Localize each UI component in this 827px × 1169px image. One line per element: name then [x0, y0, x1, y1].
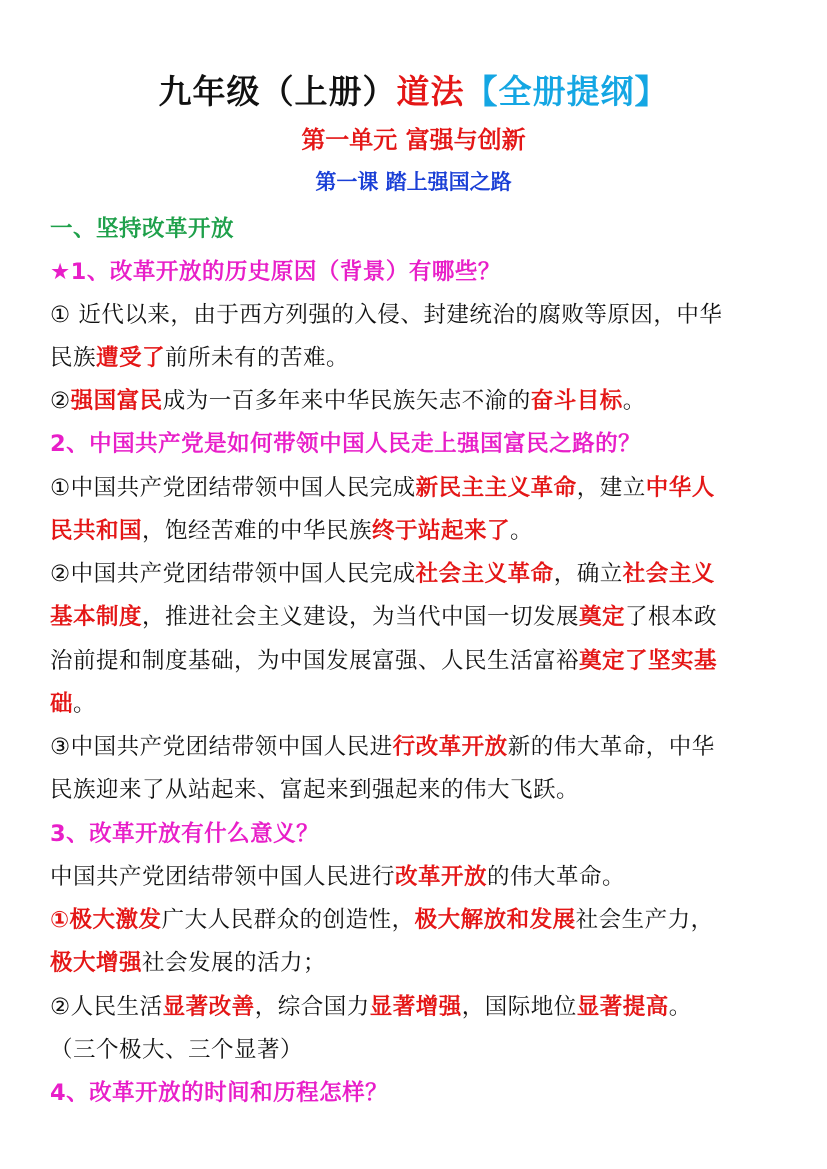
question-2: 2、中国共产党是如何带领中国人民走上强国富民之路的？	[50, 431, 642, 457]
answer-2-line-5	[50, 643, 717, 675]
key-term: 显著增强	[369, 994, 462, 1020]
answer-2-line-2	[50, 513, 533, 545]
question-3: 3、改革开放有什么意义？	[50, 821, 320, 847]
title-scope: 【全册提纲】	[464, 72, 669, 111]
answer-2-line-7	[50, 729, 715, 761]
key-term: 基本制度	[50, 604, 143, 630]
text: 成为一百多年来中华民族矢志不渝的	[162, 388, 531, 414]
answer-3-line-1	[50, 859, 625, 891]
key-term: 极大解放和发展	[414, 907, 576, 933]
answer-3-line-3	[50, 945, 326, 977]
text: 社会发展的活力；	[142, 950, 327, 976]
text: 前所未有的苦难。	[165, 345, 350, 371]
text: ②中国共产党团结带领中国人民完成	[50, 561, 416, 587]
text: 了根本政	[625, 604, 718, 630]
answer-2-line-8: 民族迎来了从站起来、富起来到强起来的伟大飞跃。	[50, 777, 580, 803]
text: ，推进社会主义建设，为当代中国一切发展	[142, 604, 580, 630]
answer-1-line-1: ① 近代以来，由于西方列强的入侵、封建统治的腐败等原因，中华	[50, 302, 723, 328]
key-term: 社会主义	[622, 561, 715, 587]
lesson-heading: 第一课 踏上强国之路	[315, 170, 512, 194]
key-term: 中华人	[645, 475, 715, 501]
key-term: 民共和国	[50, 518, 143, 544]
text: 的伟大革命。	[487, 864, 626, 890]
text: ②	[50, 388, 71, 414]
text: ，综合国力	[254, 994, 370, 1020]
answer-1-line-3	[50, 383, 646, 415]
answer-3-line-2	[50, 902, 714, 934]
question-4: 4、改革开放的时间和历程怎样？	[50, 1080, 389, 1106]
text: ，建立	[576, 475, 646, 501]
title-grade: 九年级（上册）	[158, 72, 397, 111]
section-heading: 一、坚持改革开放	[50, 216, 235, 242]
key-term: 奋斗目标	[530, 388, 623, 414]
text: 。	[73, 691, 97, 717]
key-term: 社会主义革命	[415, 561, 554, 587]
text: 中国共产党团结带领中国人民进行	[50, 864, 396, 890]
key-term: 奠定	[579, 604, 626, 630]
key-term: 显著提高	[576, 994, 669, 1020]
key-term: 础	[50, 691, 74, 717]
answer-1-line-2	[50, 340, 349, 372]
answer-2-line-1	[50, 470, 715, 502]
key-term: 遭受了	[96, 345, 166, 371]
key-term: 终于站起来了	[372, 518, 511, 544]
text: 广大人民群众的创造性，	[161, 907, 415, 933]
key-term: ①极大激发	[50, 907, 162, 933]
key-term: 奠定了坚实基	[579, 648, 718, 674]
key-term: 新民主主义革命	[415, 475, 577, 501]
text: ②人民生活	[50, 994, 163, 1020]
text: ，饱经苦难的中华民族	[142, 518, 373, 544]
text: 治前提和制度基础，为中国发展富强、人民生活富裕	[50, 648, 580, 674]
question-1: ★1、改革开放的历史原因（背景）有哪些？	[50, 259, 501, 285]
text: ①中国共产党团结带领中国人民完成	[50, 475, 416, 501]
text: ，确立	[553, 561, 623, 587]
key-term: 强国富民	[70, 388, 163, 414]
key-term: 显著改善	[162, 994, 255, 1020]
text: 新的伟大革命，中华	[507, 734, 715, 760]
answer-2-line-4	[50, 599, 717, 631]
text: 民族	[50, 345, 97, 371]
text: ③中国共产党团结带领中国人民进	[50, 734, 393, 760]
answer-3-line-5: （三个极大、三个显著）	[50, 1037, 304, 1063]
text: 社会生产力，	[575, 907, 714, 933]
text: ，国际地位	[461, 994, 577, 1020]
key-term: 改革开放	[395, 864, 488, 890]
answer-3-line-4	[50, 989, 692, 1021]
key-term: 极大增强	[50, 950, 143, 976]
text: 。	[622, 388, 646, 414]
answer-2-line-6	[50, 686, 96, 718]
unit-heading: 第一单元 富强与创新	[301, 126, 526, 154]
title-subject: 道法	[396, 72, 465, 111]
text: 。	[510, 518, 534, 544]
page-title	[0, 66, 827, 113]
key-term: 行改革开放	[392, 734, 508, 760]
text: 。	[668, 994, 692, 1020]
answer-2-line-3	[50, 556, 715, 588]
